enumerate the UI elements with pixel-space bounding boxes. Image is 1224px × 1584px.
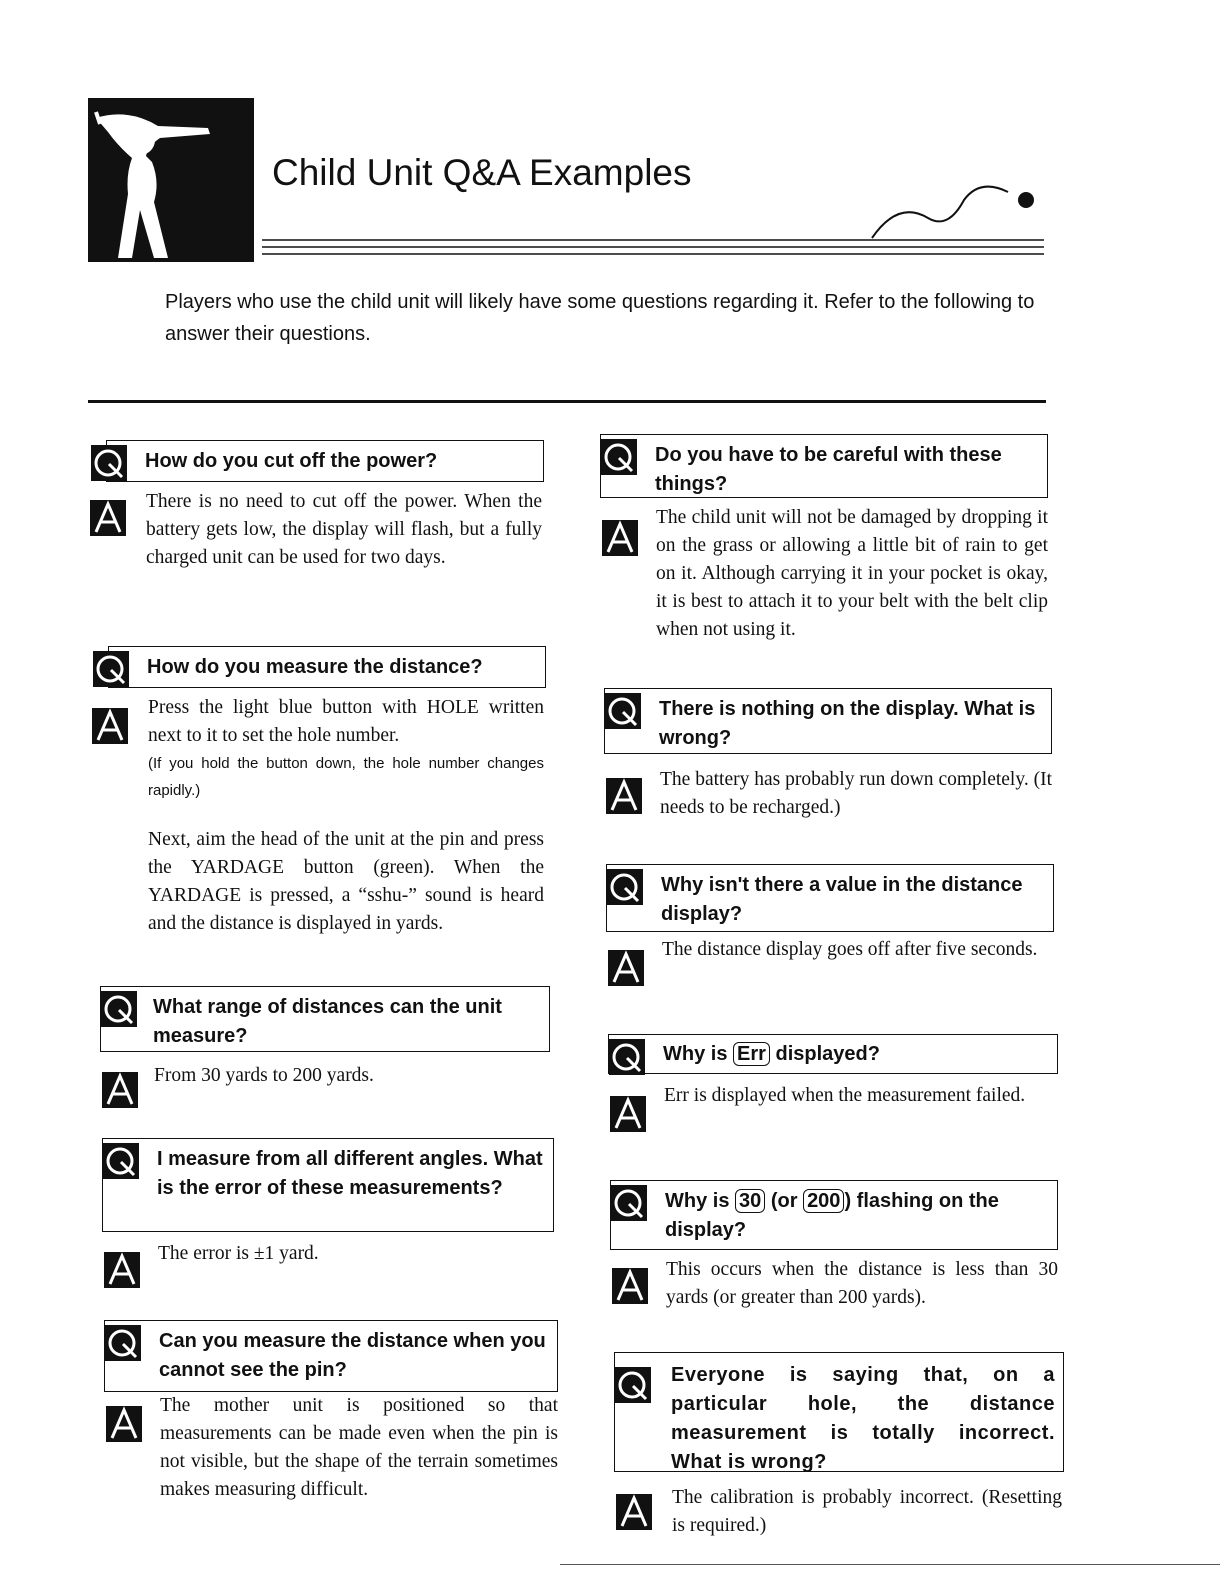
question-text: Do you have to be careful with these things? <box>655 444 1002 495</box>
question-text-start: Why is <box>663 1043 728 1065</box>
question-text <box>663 1040 1049 1069</box>
question-text: Everyone is saying that, on a particular hole, the distance measurement is totally incorrect. What is wrong? <box>671 1364 1055 1473</box>
a-icon <box>602 520 638 556</box>
question-text-start: Why is <box>665 1190 730 1212</box>
intro-paragraph: Players who use the child unit will likely have some questions regarding it. Refer to the following to answer their questions. <box>165 291 1035 345</box>
a-icon <box>610 1096 646 1132</box>
question-box <box>106 440 544 482</box>
question-text: I measure from all different angles. What is the error of these measurements? <box>157 1148 543 1199</box>
answer-text: The child unit will not be damaged by dropping it on the grass or allowing a little bit of rain to get on it. Although carrying it in your pocket is okay, it is best to attach it to your belt with the belt clip when not using it. <box>656 507 1048 640</box>
answer-main: Press the light blue button with HOLE written next to it to set the hole number. <box>148 697 544 746</box>
a-icon <box>608 950 644 986</box>
ball-swoosh-decoration <box>868 170 1048 240</box>
a-icon <box>92 708 128 744</box>
golfer-silhouette-icon <box>88 98 254 262</box>
q-icon <box>91 445 127 481</box>
question-text: There is nothing on the display. What is wrong? <box>659 698 1036 749</box>
question-box <box>102 1138 554 1232</box>
a-icon <box>104 1252 140 1288</box>
section-divider <box>88 400 1046 403</box>
question-text-end: displayed? <box>775 1043 880 1065</box>
question-box <box>608 1034 1058 1074</box>
q-icon <box>93 651 129 687</box>
answer-text: From 30 yards to 200 yards. <box>154 1065 374 1086</box>
q-icon <box>105 1325 141 1361</box>
question-box <box>100 986 550 1052</box>
question-text: How do you measure the distance? <box>147 656 483 678</box>
question-box <box>604 688 1052 754</box>
answer-text <box>148 694 544 938</box>
answer-text: Err is displayed when the measurement failed. <box>664 1085 1026 1106</box>
a-icon <box>606 778 642 814</box>
q-icon <box>609 1039 645 1075</box>
a-icon <box>616 1494 652 1530</box>
question-box <box>614 1352 1064 1472</box>
a-icon <box>102 1072 138 1108</box>
q-icon <box>607 869 643 905</box>
answer-text: The battery has probably run down completely. (It needs to be recharged.) <box>660 769 1052 818</box>
two-hundred-display-badge: 200 <box>803 1189 844 1213</box>
q-icon <box>101 991 137 1027</box>
question-box <box>606 864 1054 932</box>
a-icon <box>106 1406 142 1442</box>
question-text <box>665 1187 1049 1245</box>
answer-text: The mother unit is positioned so that measurements can be made even when the pin is not visible, but the shape of the terrain sometimes makes measuring difficult. <box>160 1395 558 1500</box>
question-box <box>610 1180 1058 1250</box>
q-icon <box>601 439 637 475</box>
answer-second-paragraph: Next, aim the head of the unit at the pin and press the YARDAGE button (green). When the YARDAGE is pressed, a “sshu-” sound is heard and the distance is displayed in yards. <box>148 829 544 934</box>
question-text-end: ) flashing on the display? <box>665 1190 999 1241</box>
question-box <box>108 646 546 688</box>
question-text: Why isn't there a value in the distance display? <box>661 874 1023 925</box>
q-icon <box>605 693 641 729</box>
q-icon <box>615 1367 651 1403</box>
question-text: Can you measure the distance when you cannot see the pin? <box>159 1330 546 1381</box>
a-icon <box>612 1268 648 1304</box>
q-icon <box>103 1143 139 1179</box>
thirty-display-badge: 30 <box>735 1189 765 1213</box>
answer-text: This occurs when the distance is less than 30 yards (or greater than 200 yards). <box>666 1259 1058 1308</box>
q-icon <box>611 1185 647 1221</box>
question-text: What range of distances can the unit measure? <box>153 996 502 1047</box>
footer-line <box>560 1564 1220 1565</box>
answer-text: There is no need to cut off the power. When the battery gets low, the display will flash, but a fully charged unit can be used for two days. <box>146 491 542 568</box>
page-title: Child Unit Q&A Examples <box>272 152 692 193</box>
answer-text: The calibration is probably incorrect. (Resetting is required.) <box>672 1487 1062 1536</box>
a-icon <box>90 500 126 536</box>
answer-text: The distance display goes off after five seconds. <box>662 939 1038 960</box>
question-box <box>104 1320 558 1392</box>
question-text: How do you cut off the power? <box>145 450 438 472</box>
question-text-mid: (or <box>770 1190 798 1212</box>
title-underline <box>262 238 1044 256</box>
question-box <box>600 434 1048 498</box>
answer-text: The error is ±1 yard. <box>158 1243 319 1264</box>
answer-note: (If you hold the button down, the hole number changes rapidly.) <box>148 755 544 799</box>
err-display-badge: Err <box>733 1042 770 1066</box>
